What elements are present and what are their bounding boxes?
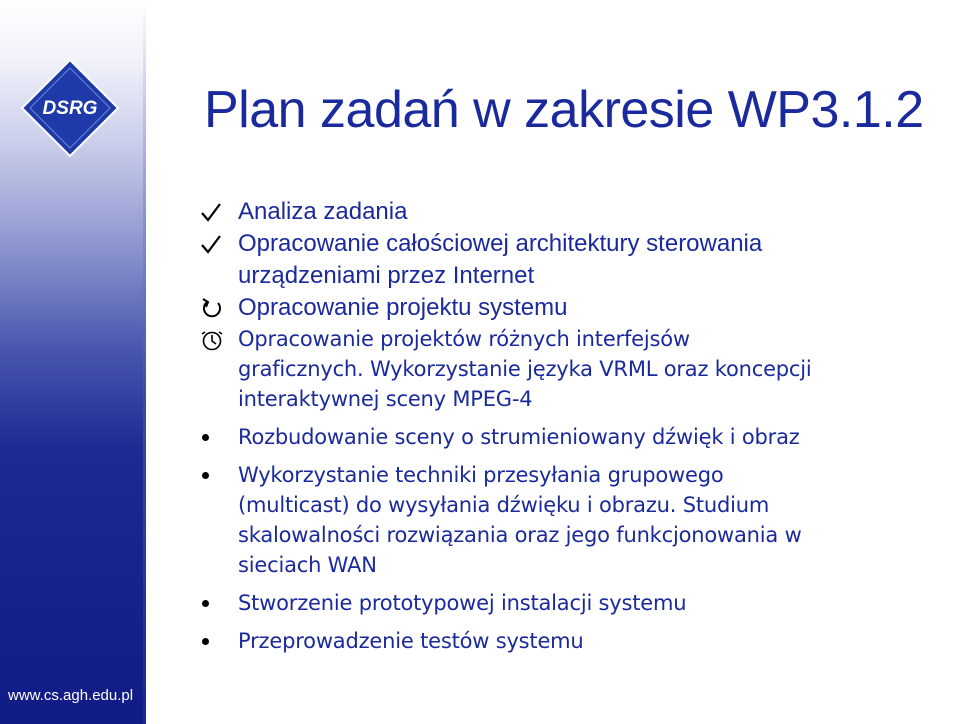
clock-icon — [200, 324, 228, 356]
footer-url: www.cs.agh.edu.pl — [8, 687, 134, 704]
dsrg-logo — [20, 58, 120, 158]
logo-text: DSRG — [42, 98, 98, 119]
list-item — [200, 292, 940, 324]
list-item — [200, 228, 940, 292]
slide-title: Plan zadań w zakresie WP3.1.2 — [204, 81, 924, 139]
list-item-line: skalowalności rozwiązania oraz jego funkcjonowania w — [238, 523, 802, 547]
list-item-line: (multicast) do wysyłania dźwięku i obrazu. Studium — [238, 493, 770, 517]
list-item — [200, 324, 940, 414]
list-item-line: Wykorzystanie techniki przesyłania grupowego — [238, 463, 724, 487]
list-item-line: Opracowanie projektów różnych interfejsów — [238, 327, 690, 351]
bullet-list — [200, 196, 940, 656]
list-item-line: interaktywnej sceny MPEG-4 — [238, 387, 533, 411]
list-item — [200, 460, 940, 580]
list-item-line: graficznych. Wykorzystanie języka VRML oraz koncepcji — [238, 357, 812, 381]
bullet-icon — [200, 588, 228, 607]
list-item — [200, 196, 940, 228]
list-item-line: Opracowanie całościowej architektury sterowania — [238, 230, 763, 257]
list-item-line: sieciach WAN — [238, 553, 377, 577]
list-item — [200, 588, 940, 618]
list-item-line: Rozbudowanie sceny o strumieniowany dźwięk i obraz — [238, 425, 800, 449]
check-icon — [200, 228, 228, 260]
bullet-icon — [200, 460, 228, 479]
list-item-line: urządzeniami przez Internet — [238, 262, 535, 289]
list-item — [200, 626, 940, 656]
sidebar-divider — [143, 0, 146, 724]
list-item-line: Opracowanie projektu systemu — [238, 294, 568, 321]
list-item — [200, 422, 940, 452]
bullet-icon — [200, 422, 228, 441]
list-item-line: Analiza zadania — [238, 198, 408, 225]
list-item-line: Stworzenie prototypowej instalacji systemu — [238, 591, 687, 615]
bullet-icon — [200, 626, 228, 645]
check-icon — [200, 196, 228, 228]
rotate-arrow-icon — [200, 292, 228, 324]
list-item-line: Przeprowadzenie testów systemu — [238, 629, 584, 653]
